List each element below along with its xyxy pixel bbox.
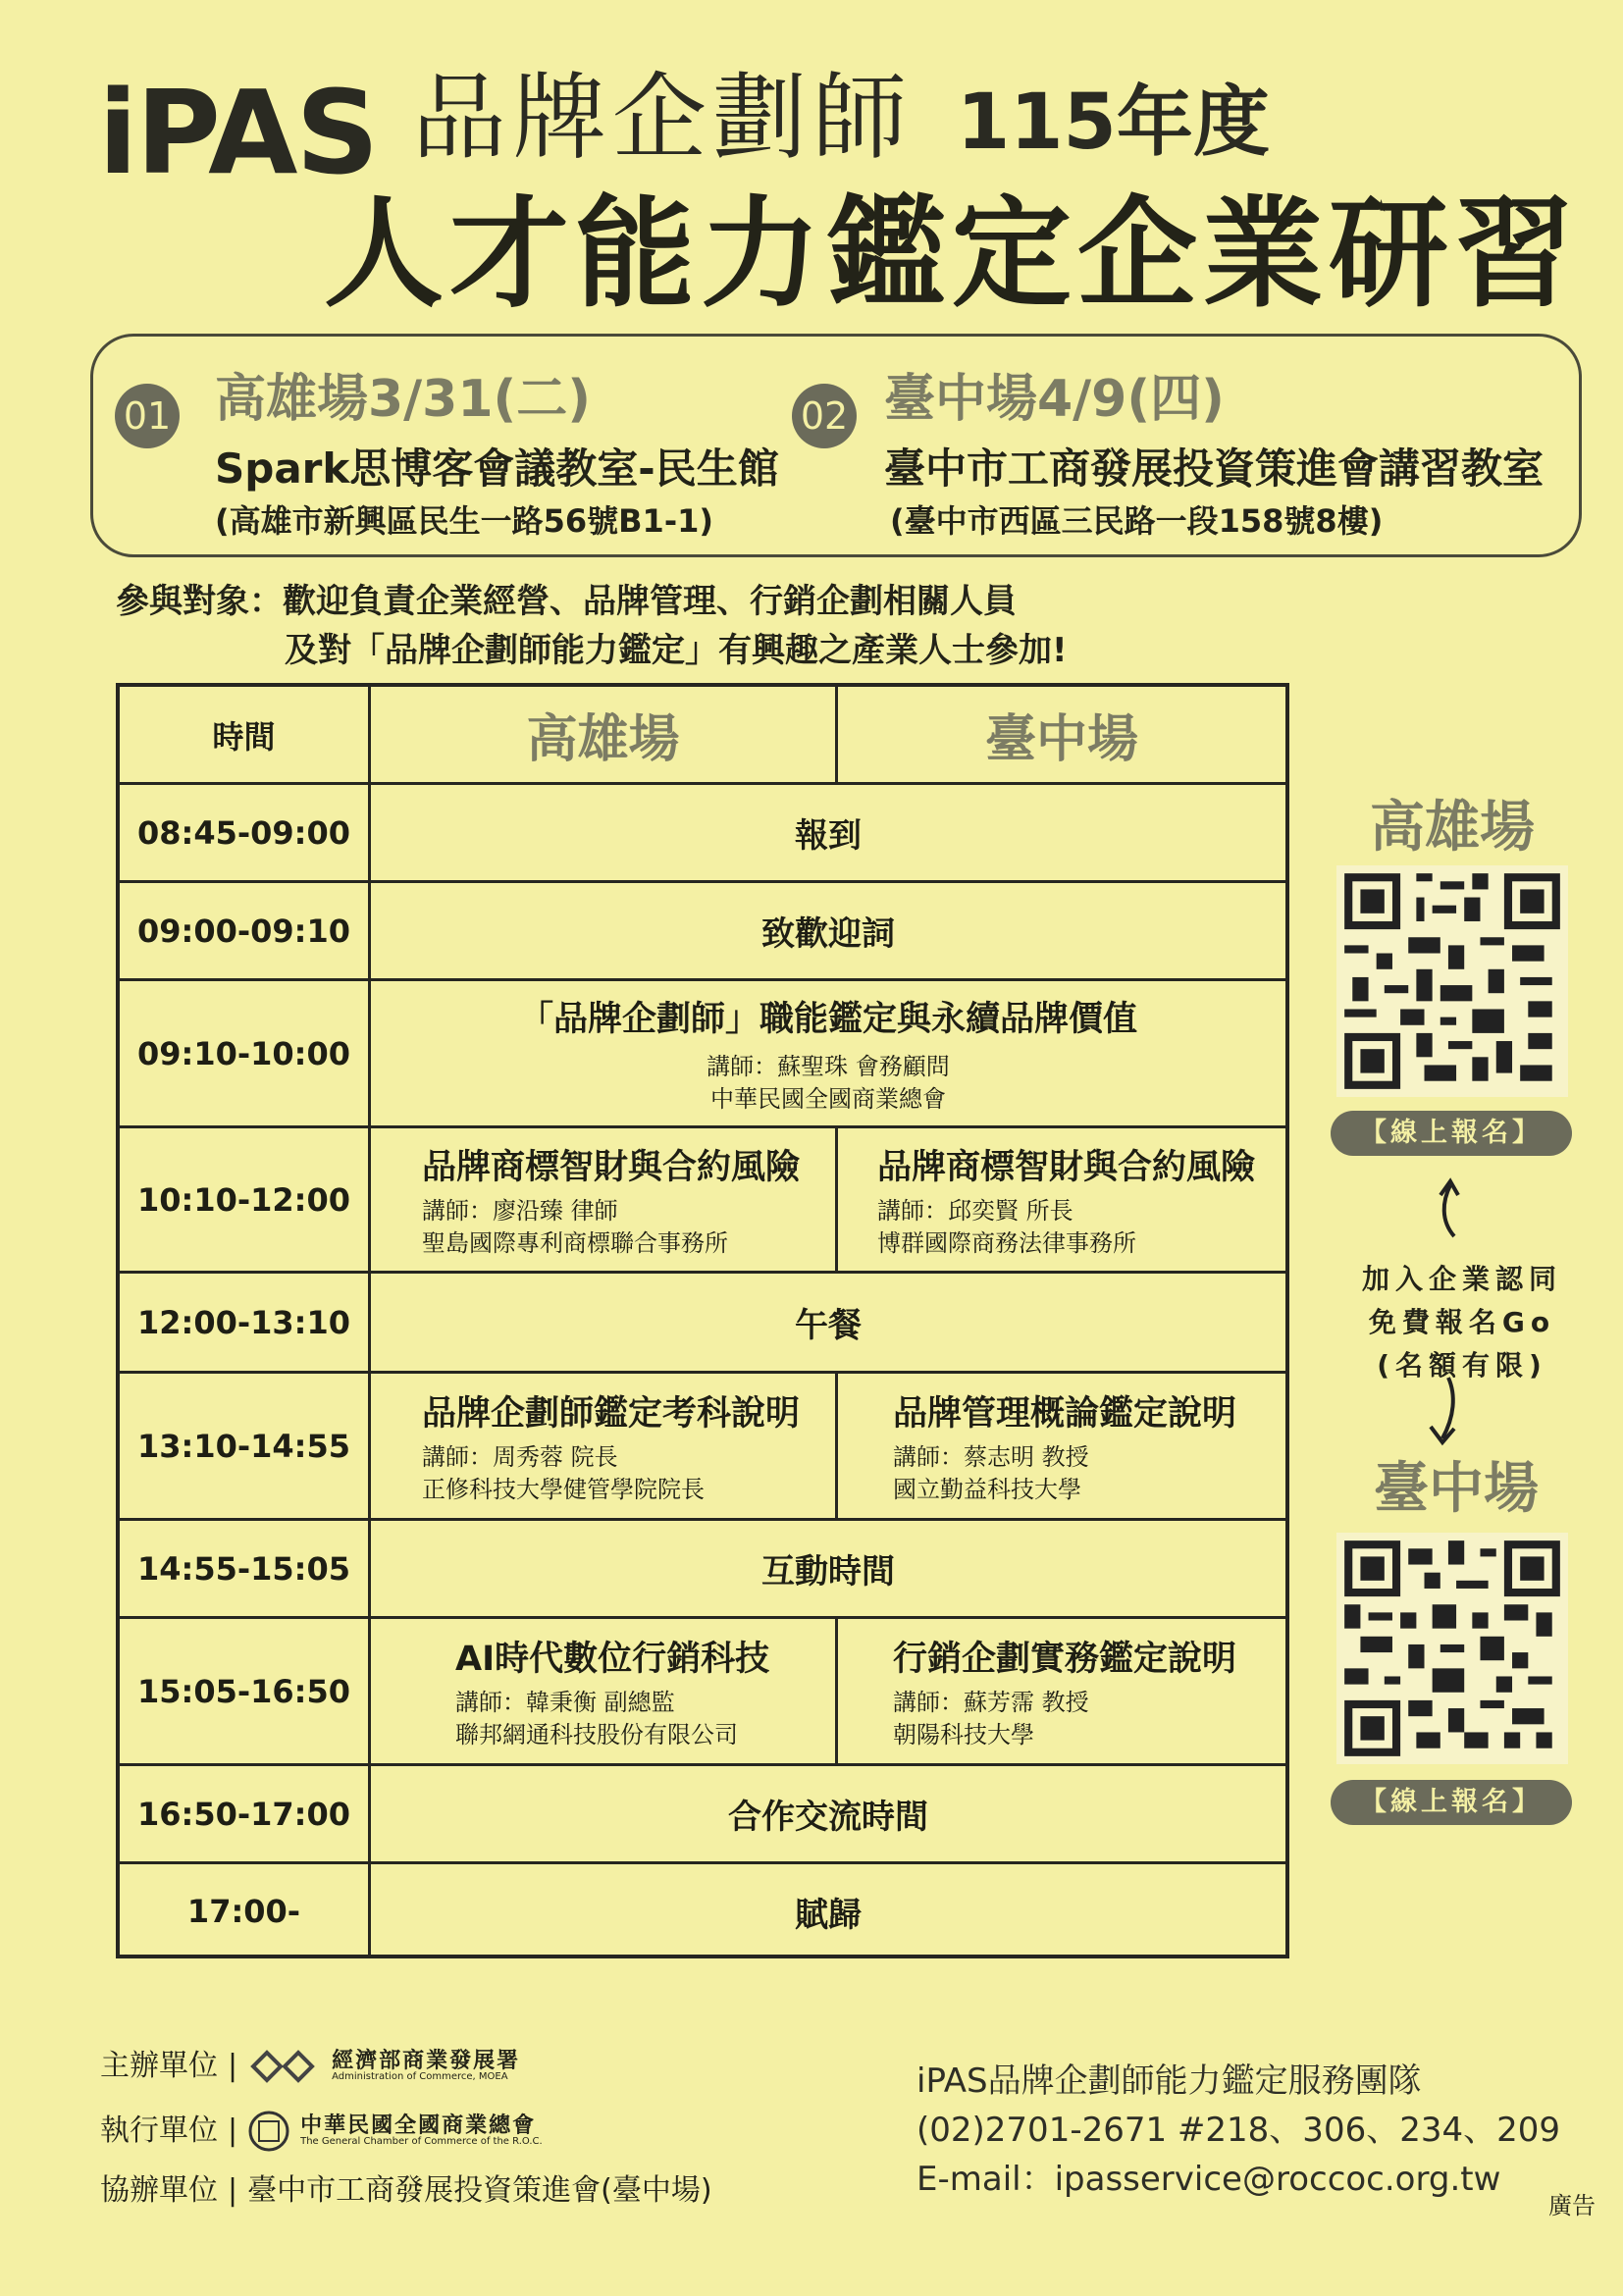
table-row <box>120 981 1285 1128</box>
title-role: 品牌企劃師 <box>412 63 913 173</box>
time-cell: 15:05-16:50 <box>120 1619 371 1763</box>
main-title: 人才能力鑑定企業研習 <box>324 184 1580 324</box>
service-phone: (02)2701-2671 #218、306、234、209 <box>916 2111 1560 2150</box>
event-org: 正修科技大學健管學院院長 <box>422 1475 705 1503</box>
divider: | <box>228 2113 238 2148</box>
divider: | <box>228 2049 238 2083</box>
event-org: 朝陽科技大學 <box>893 1720 1034 1748</box>
event-title: 午餐 <box>795 1306 862 1345</box>
service-email[interactable]: E-mail：ipasservice@roccoc.org.tw <box>916 2160 1501 2199</box>
event-title: 賦歸 <box>795 1895 862 1935</box>
time-cell: 10:10-12:00 <box>120 1128 371 1271</box>
note-line-2: 免費報名Go <box>1368 1306 1556 1338</box>
organizer-name: 經濟部商業發展署 <box>332 2049 521 2073</box>
event-title: 品牌企劃師鑑定考科說明 <box>422 1394 801 1435</box>
event-org: 聯邦網通科技股份有限公司 <box>455 1720 738 1748</box>
qr-icon <box>1336 1533 1568 1764</box>
time-cell: 16:50-17:00 <box>120 1766 371 1861</box>
table-header-row <box>120 687 1285 785</box>
register-button-taichung[interactable]: 【線上報名】 <box>1331 1780 1572 1825</box>
event-title: 互動時間 <box>761 1552 895 1592</box>
event-title: 品牌商標智財與合約風險 <box>877 1148 1256 1188</box>
time-cell: 09:00-09:10 <box>120 883 371 978</box>
qr-code-taichung[interactable] <box>1336 1533 1568 1764</box>
executor-en: The General Chamber of Commerce of the R.O.C. <box>300 2136 543 2147</box>
event-title: 報到 <box>795 816 862 856</box>
table-row <box>120 1521 1285 1619</box>
ipas-logo <box>98 65 378 200</box>
event-cell-taichung <box>838 1128 1285 1271</box>
event-speaker: 講師：蔡志明 教授 <box>893 1443 1089 1472</box>
event-org: 中華民國全國商業總會 <box>710 1084 946 1113</box>
event-cell <box>371 1766 1285 1861</box>
event-cell <box>371 1521 1285 1616</box>
co-organizer-name: 臺中市工商發展投資策進會(臺中場) <box>247 2173 712 2208</box>
table-row <box>120 1864 1285 1958</box>
venue-number-badge: 02 <box>792 384 857 448</box>
venue-address-taichung: (臺中市西區三民路一段158號8樓) <box>890 502 1384 540</box>
venue-place-kaohsiung: Spark思博客會議教室-民生館 <box>215 444 779 493</box>
event-title: 「品牌企劃師」職能鑑定與永續品牌價值 <box>518 1000 1137 1040</box>
qr-code-kaohsiung[interactable] <box>1336 865 1568 1097</box>
event-speaker: 講師：韓秉衡 副總監 <box>455 1689 675 1717</box>
event-title: 行銷企劃實務鑑定說明 <box>893 1640 1237 1680</box>
logo-text: iPAS <box>98 65 378 200</box>
register-button-kaohsiung[interactable]: 【線上報名】 <box>1331 1111 1572 1156</box>
table-row <box>120 1128 1285 1274</box>
moea-logo-icon <box>247 2047 322 2086</box>
qr-label-kaohsiung: 高雄場 <box>1370 796 1535 860</box>
venue-box <box>90 334 1582 557</box>
qr-label-taichung: 臺中場 <box>1374 1457 1539 1521</box>
event-cell <box>371 785 1285 880</box>
event-cell-taichung <box>838 1374 1285 1518</box>
header-left-cell <box>371 687 838 782</box>
event-cell-kaohsiung <box>371 1619 838 1763</box>
event-cell <box>371 883 1285 978</box>
venue-number-badge: 01 <box>115 384 180 448</box>
schedule-table <box>116 683 1289 1958</box>
event-speaker: 講師：蘇芳霈 教授 <box>893 1689 1089 1717</box>
side-note <box>1315 1258 1609 1387</box>
time-cell: 09:10-10:00 <box>120 981 371 1125</box>
event-org: 博群國際商務法律事務所 <box>877 1228 1136 1257</box>
organizer-block <box>332 2051 520 2082</box>
audience-line-1: 參與對象：歡迎負責企業經營、品牌管理、行銷企劃相關人員 <box>116 582 1017 621</box>
event-org: 聖島國際專利商標聯合事務所 <box>422 1228 728 1257</box>
event-title: 合作交流時間 <box>728 1798 928 1837</box>
title-year: 115年度 <box>957 78 1270 167</box>
organizer-row <box>100 2047 520 2086</box>
table-row <box>120 1374 1285 1521</box>
executor-name: 中華民國全國商業總會 <box>300 2113 537 2138</box>
co-organizer-row <box>100 2173 712 2208</box>
service-team: iPAS品牌企劃師能力鑑定服務團隊 <box>916 2061 1422 2101</box>
event-cell-kaohsiung <box>371 1128 838 1271</box>
co-organizer-label: 協辦單位 <box>100 2173 218 2208</box>
organizer-en: Administration of Commerce, MOEA <box>332 2071 508 2082</box>
table-row <box>120 1619 1285 1766</box>
event-cell <box>371 1274 1285 1371</box>
header-time: 時間 <box>120 687 371 782</box>
venue-address-kaohsiung: (高雄市新興區民生一路56號B1-1) <box>215 502 713 540</box>
event-cell-taichung <box>838 1619 1285 1763</box>
executor-row <box>100 2110 543 2153</box>
arrow-up-icon <box>1435 1177 1464 1240</box>
event-speaker: 講師：蘇聖珠 會務顧問 <box>707 1053 950 1081</box>
time-cell: 13:10-14:55 <box>120 1374 371 1518</box>
time-cell: 17:00- <box>120 1864 371 1958</box>
table-row <box>120 883 1285 981</box>
audience-line-2: 及對「品牌企劃師能力鑑定」有興趣之產業人士參加! <box>285 631 1068 670</box>
note-line-3: (名額有限) <box>1377 1349 1547 1382</box>
event-speaker: 講師：邱奕賢 所長 <box>877 1197 1073 1226</box>
table-row <box>120 1274 1285 1374</box>
event-cell <box>371 1864 1285 1958</box>
header-kaohsiung: 高雄場 <box>526 710 680 769</box>
header-right-cell <box>838 687 1285 782</box>
event-title: 品牌管理概論鑑定說明 <box>893 1394 1237 1435</box>
divider: | <box>228 2173 238 2208</box>
executor-block <box>300 2115 543 2147</box>
arrow-down-icon <box>1425 1374 1464 1446</box>
table-row <box>120 785 1285 883</box>
event-title: 致歡迎詞 <box>761 914 895 954</box>
venue-title-kaohsiung: 高雄場3/31(二) <box>215 370 592 429</box>
event-cell-kaohsiung <box>371 1374 838 1518</box>
venue-place-taichung: 臺中市工商發展投資策進會講習教室 <box>884 444 1544 493</box>
event-title: 品牌商標智財與合約風險 <box>422 1148 801 1188</box>
roccoc-seal-icon <box>247 2110 290 2153</box>
executor-label: 執行單位 <box>100 2113 218 2148</box>
venue-title-taichung: 臺中場4/9(四) <box>884 370 1225 429</box>
event-cell <box>371 981 1285 1125</box>
note-line-1: 加入企業認同 <box>1361 1263 1562 1295</box>
time-cell: 08:45-09:00 <box>120 785 371 880</box>
event-speaker: 講師：周秀蓉 院長 <box>422 1443 618 1472</box>
event-speaker: 講師：廖沿臻 律師 <box>422 1197 618 1226</box>
time-cell: 14:55-15:05 <box>120 1521 371 1616</box>
event-title: AI時代數位行銷科技 <box>455 1640 770 1680</box>
header-taichung: 臺中場 <box>984 710 1138 769</box>
time-cell: 12:00-13:10 <box>120 1274 371 1371</box>
ad-label: 廣告 <box>1548 2192 1596 2219</box>
table-row <box>120 1766 1285 1864</box>
organizer-label: 主辦單位 <box>100 2049 218 2083</box>
qr-icon <box>1336 865 1568 1097</box>
event-org: 國立勤益科技大學 <box>893 1475 1081 1503</box>
